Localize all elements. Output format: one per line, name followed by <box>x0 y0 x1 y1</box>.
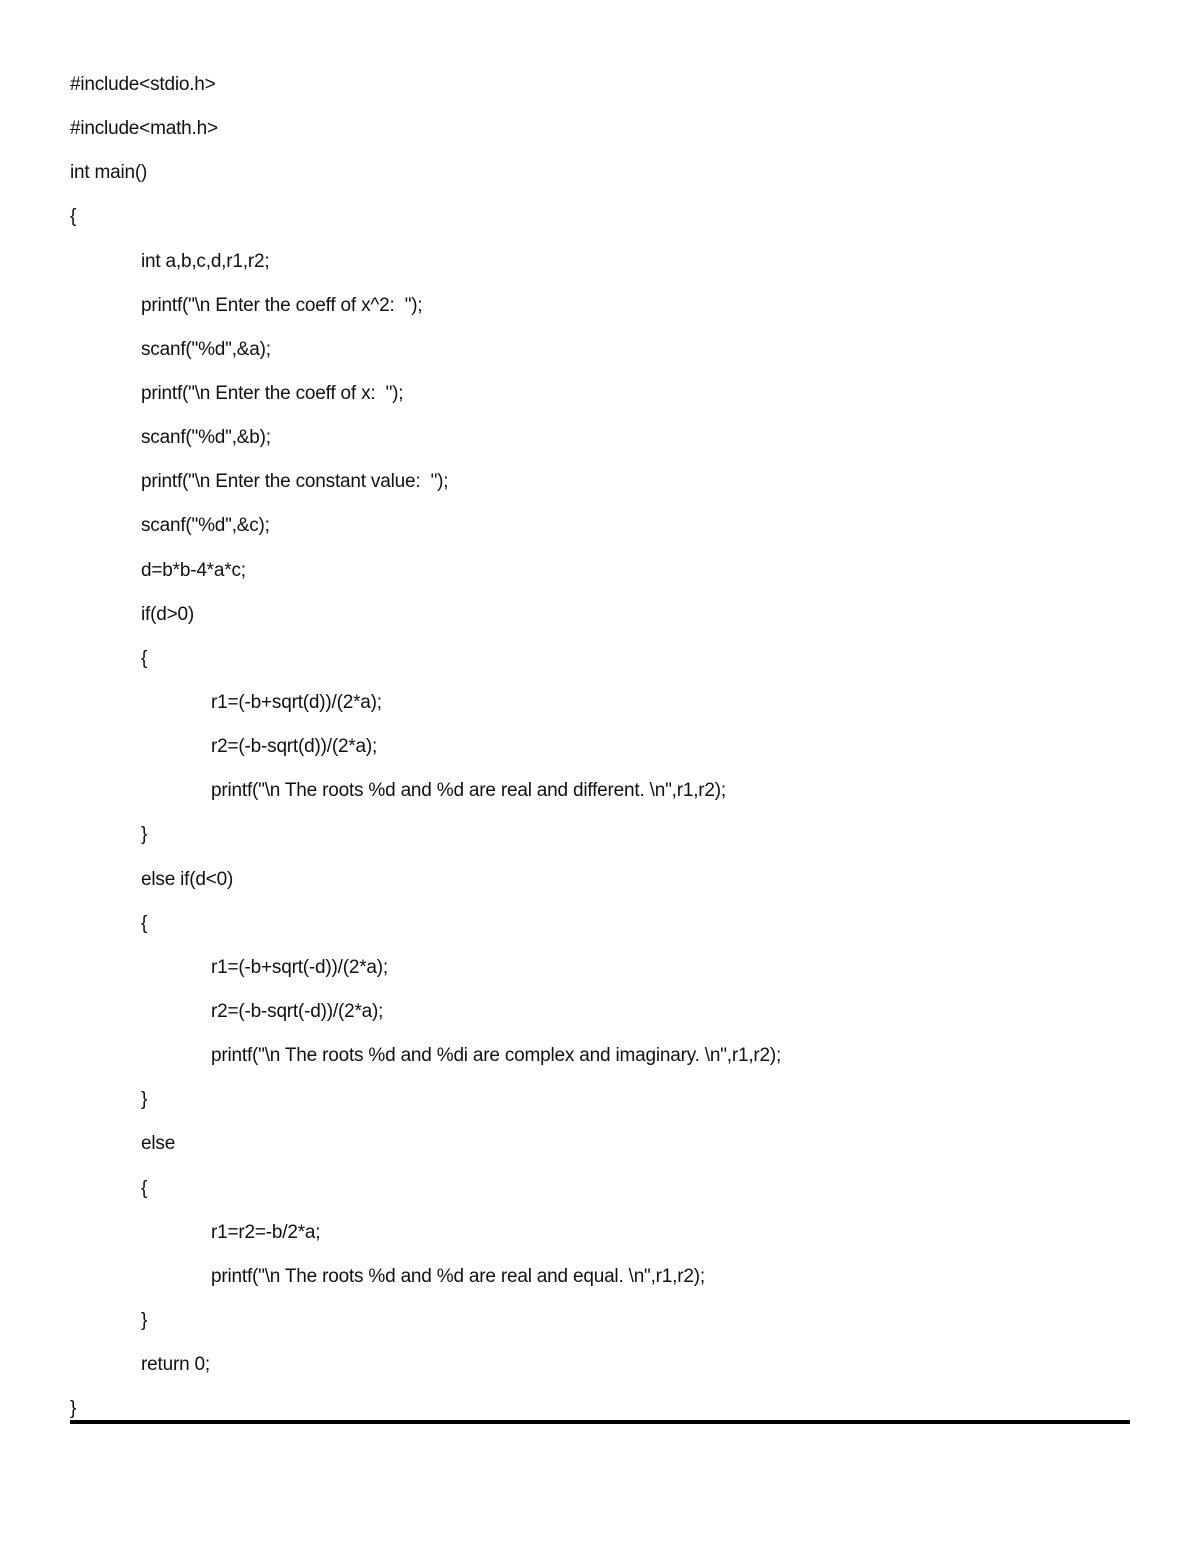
code-line: { <box>141 1177 148 1199</box>
code-line: if(d>0) <box>141 603 194 625</box>
code-line: r1=(-b+sqrt(-d))/(2*a); <box>211 956 388 978</box>
code-line: } <box>70 1398 77 1420</box>
code-line: #include<math.h> <box>70 118 218 140</box>
code-line: #include<stdio.h> <box>70 74 216 95</box>
code-line: printf("\n The roots %d and %d are real and different. \n",r1,r2); <box>211 780 726 802</box>
code-line: int a,b,c,d,r1,r2; <box>141 250 270 272</box>
code-line: scanf("%d",&a); <box>141 338 271 360</box>
code-line: printf("\n The roots %d and %di are complex and imaginary. \n",r1,r2); <box>211 1045 782 1067</box>
code-line: scanf("%d",&b); <box>141 427 271 449</box>
code-line: scanf("%d",&c); <box>141 515 270 537</box>
code-line: } <box>141 1309 148 1331</box>
code-line: d=b*b-4*a*c; <box>141 559 246 581</box>
code-line: r2=(-b-sqrt(d))/(2*a); <box>211 736 378 758</box>
code-line: { <box>70 206 77 228</box>
code-line: } <box>141 824 148 846</box>
code-line: printf("\n Enter the constant value: "); <box>141 471 449 493</box>
code-line: { <box>141 912 148 934</box>
code-line: return 0; <box>141 1354 210 1376</box>
horizontal-rule <box>70 1420 1130 1424</box>
code-line: printf("\n Enter the coeff of x: "); <box>141 382 404 404</box>
code-line: { <box>141 647 148 669</box>
code-line: printf("\n Enter the coeff of x^2: "); <box>141 294 423 316</box>
code-line: printf("\n The roots %d and %d are real and equal. \n",r1,r2); <box>211 1265 705 1287</box>
code-line: r1=(-b+sqrt(d))/(2*a); <box>211 691 382 713</box>
code-line: int main() <box>70 162 148 184</box>
code-line: r2=(-b-sqrt(-d))/(2*a); <box>211 1000 384 1022</box>
code-line: else if(d<0) <box>141 868 234 890</box>
code-listing <box>70 70 1130 1438</box>
code-line: } <box>141 1089 148 1111</box>
code-line: else <box>141 1133 176 1155</box>
code-line: r1=r2=-b/2*a; <box>211 1221 321 1243</box>
